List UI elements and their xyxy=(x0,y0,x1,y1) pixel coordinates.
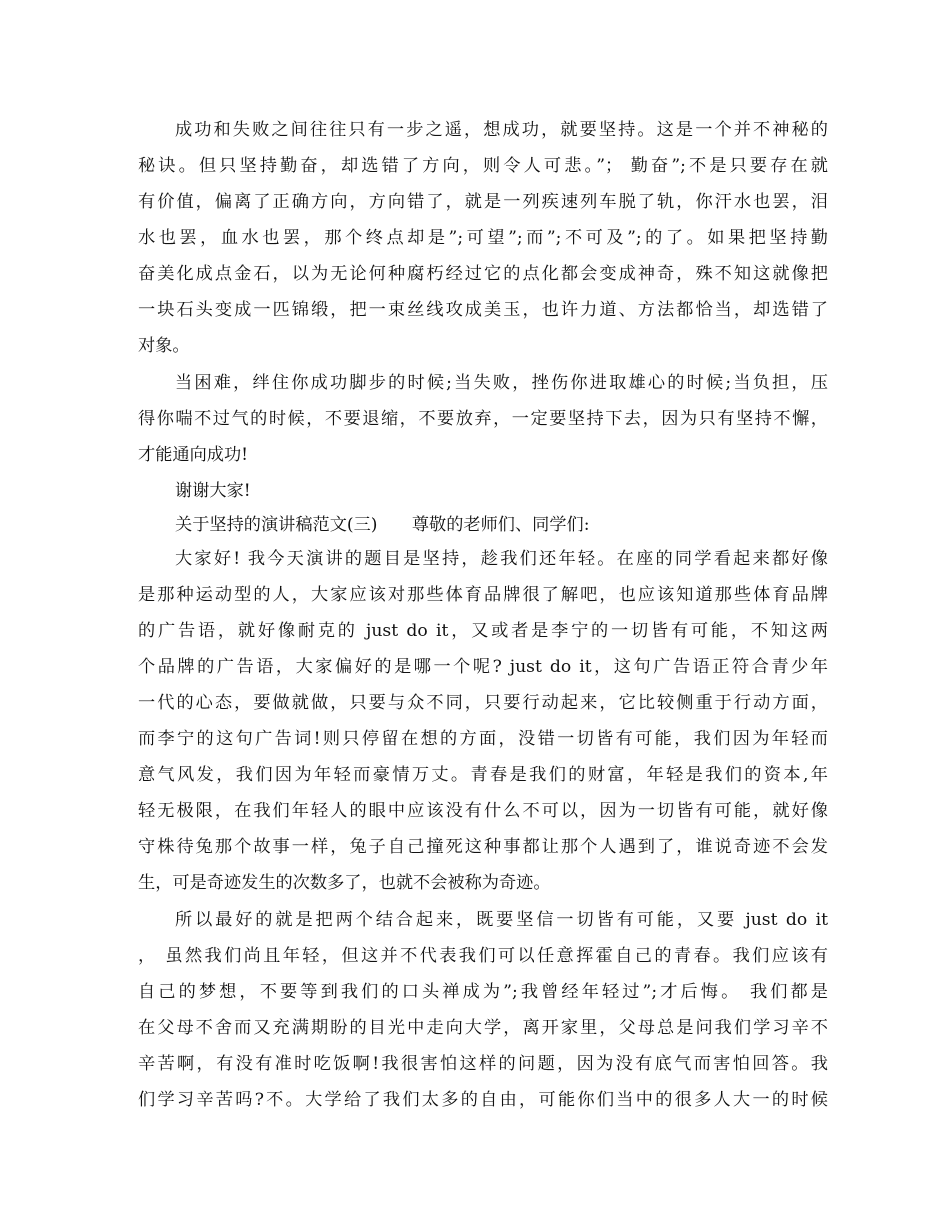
text-line: 大家好! 我今天演讲的题目是坚持，趁我们还年轻。在座的同学看起来都好像 xyxy=(175,549,828,569)
text-line: 当困难，绊住你成功脚步的时候;当失败，挫伤你进取雄心的时候;当负担，压 xyxy=(175,373,828,393)
section-heading: 关于坚持的演讲稿范文(三) 尊敬的老师们、同学们: xyxy=(175,515,590,535)
text-line: 辛苦啊，有没有准时吃饭啊!我很害怕这样的问题，因为没有底气而害怕回答。我 xyxy=(138,1054,828,1074)
text-line: 对象。 xyxy=(138,336,190,356)
text-line: 轻无极限，在我们年轻人的眼中应该没有什么不可以，因为一切皆有可能，就好像 xyxy=(138,801,828,821)
text-line: 生，可是奇迹发生的次数多了，也就不会被称为奇迹。 xyxy=(138,873,551,893)
text-line: 守株待兔那个故事一样，兔子自己撞死这种事都让那个人遇到了，谁说奇迹不会发 xyxy=(138,837,828,857)
text-line: 们学习辛苦吗?不。大学给了我们太多的自由，可能你们当中的很多人大一的时候 xyxy=(138,1090,828,1110)
text-line: 才能通向成功! xyxy=(138,445,249,465)
text-line: 一块石头变成一匹锦缎，把一束丝线攻成美玉，也许力道、方法都恰当，却选错了 xyxy=(138,300,828,320)
text-line: 个品牌的广告语，大家偏好的是哪一个呢? just do it，这句广告语正符合青少年 xyxy=(138,657,828,677)
text-line: 成功和失败之间往往只有一步之遥，想成功，就要坚持。这是一个并不神秘的 xyxy=(175,120,828,140)
text-line: 奋美化成点金石，以为无论何种腐朽经过它的点化都会变成神奇，殊不知这就像把 xyxy=(138,264,828,284)
text-line: 意气风发，我们因为年轻而豪情万丈。青春是我们的财富，年轻是我们的资本,年 xyxy=(138,765,828,785)
text-line: 自己的梦想，不要等到我们的口头禅成为”;我曾经年轻过”;才后悔。 我们都是 xyxy=(138,982,828,1002)
text-line: 而李宁的这句广告词!则只停留在想的方面，没错一切皆有可能，我们因为年轻而 xyxy=(138,729,828,749)
text-line: 有价值，偏离了正确方向，方向错了，就是一列疾速列车脱了轨，你汗水也罢，泪 xyxy=(138,192,828,212)
text-line: 的广告语，就好像耐克的 just do it，又或者是李宁的一切皆有可能，不知这两 xyxy=(138,621,828,641)
text-line: 秘诀。但只坚持勤奋，却选错了方向，则令人可悲。”； 勤奋”;不是只要存在就 xyxy=(138,156,828,176)
text-line: 得你喘不过气的时候，不要退缩，不要放弃，一定要坚持下去，因为只有坚持不懈， xyxy=(138,409,828,429)
text-line: 一代的心态，要做就做，只要与众不同，只要行动起来，它比较侧重于行动方面， xyxy=(138,693,828,713)
text-line: ， 虽然我们尚且年轻，但这并不代表我们可以任意挥霍自己的青春。我们应该有 xyxy=(138,946,828,966)
text-line: 在父母不舍而又充满期盼的目光中走向大学，离开家里，父母总是问我们学习辛不 xyxy=(138,1018,828,1038)
text-line: 水也罢，血水也罢，那个终点却是”;可望”;而”;不可及”;的了。如果把坚持勤 xyxy=(138,228,828,248)
text-line: 所以最好的就是把两个结合起来，既要坚信一切皆有可能，又要 just do it xyxy=(175,910,828,930)
text-line: 谢谢大家! xyxy=(175,481,251,501)
text-line: 是那种运动型的人，大家应该对那些体育品牌很了解吧，也应该知道那些体育品牌 xyxy=(138,585,828,605)
